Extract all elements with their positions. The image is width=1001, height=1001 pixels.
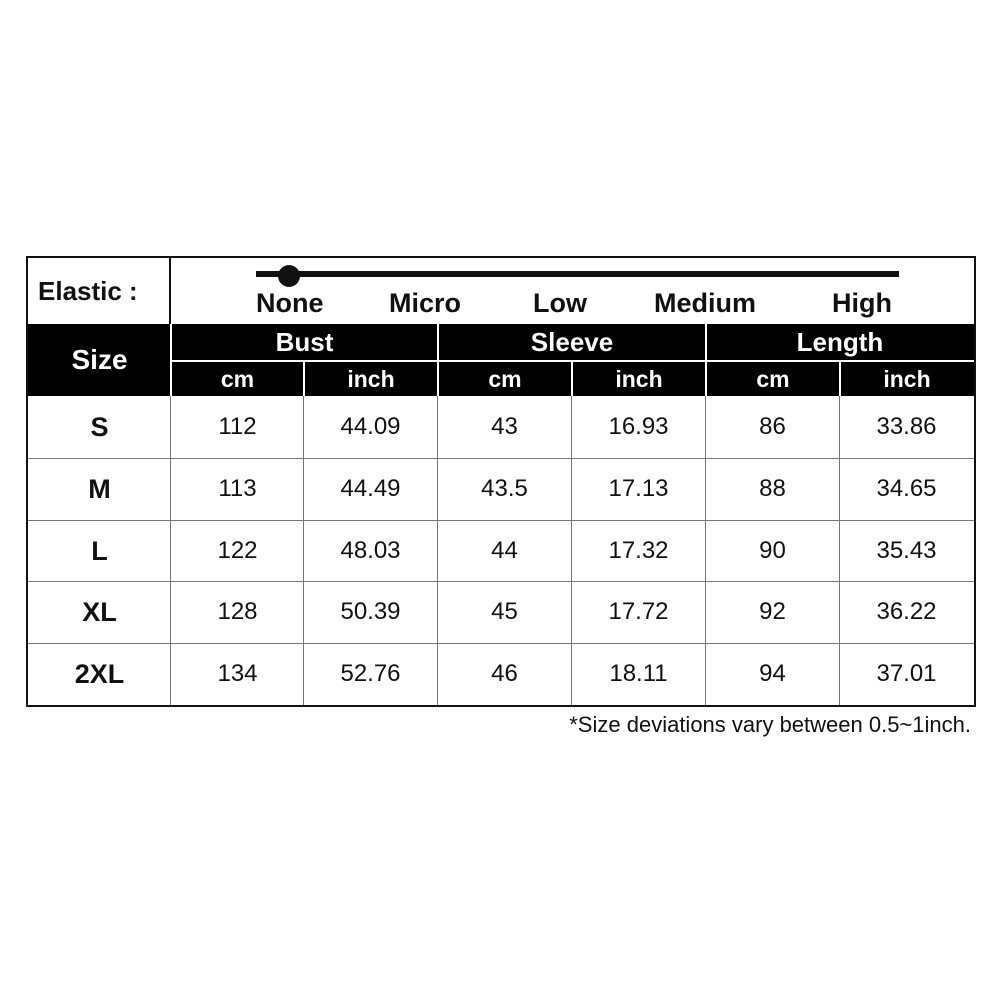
- table-cell: 122: [217, 537, 258, 564]
- table-cell: 48.03: [340, 537, 401, 564]
- table-cell: 128: [217, 598, 258, 625]
- table-cell: 33.86: [876, 413, 937, 440]
- unit-header: cm: [220, 366, 255, 392]
- table-cell: 92: [759, 598, 786, 625]
- table-cell: 43.5: [481, 475, 528, 502]
- elastic-level-high: High: [832, 288, 892, 318]
- table-cell: 52.76: [340, 660, 401, 687]
- table-cell: 18.11: [609, 660, 668, 687]
- unit-header: inch: [615, 366, 663, 392]
- table-cell: 86: [759, 413, 786, 440]
- table-cell: 43: [491, 413, 518, 440]
- table-cell: 44.49: [340, 475, 401, 502]
- length-header: Length: [796, 327, 884, 357]
- table-cell: 44.09: [340, 413, 401, 440]
- size-deviation-note: *Size deviations vary between 0.5~1inch.: [569, 712, 971, 737]
- elastic-level-none: None: [256, 288, 324, 318]
- unit-header: cm: [756, 366, 790, 392]
- elastic-row: [28, 258, 974, 326]
- size-label: XL: [82, 597, 117, 627]
- table-cell: 45: [491, 598, 518, 625]
- table-cell: 88: [759, 475, 786, 502]
- table-cell: 17.32: [608, 537, 669, 564]
- elasticity-marker-icon: [278, 265, 300, 287]
- table-cell: 90: [759, 537, 786, 564]
- table-header: [28, 324, 974, 396]
- elastic-label: Elastic :: [28, 258, 171, 324]
- divider: [839, 361, 841, 396]
- unit-header: inch: [883, 366, 931, 392]
- divider: [171, 360, 974, 362]
- elastic-level-medium: Medium: [654, 288, 757, 318]
- size-column-header: Size: [71, 344, 128, 375]
- size-label: 2XL: [74, 659, 125, 689]
- table-cell: 37.01: [876, 660, 937, 687]
- table-cell: 35.43: [876, 537, 937, 564]
- table-cell: 44: [491, 537, 518, 564]
- size-label: M: [88, 474, 111, 504]
- size-label: L: [91, 536, 108, 566]
- elastic-level-low: Low: [533, 288, 587, 318]
- divider: [571, 361, 573, 396]
- table-body: [28, 396, 974, 705]
- elasticity-scale-bar: [256, 271, 899, 277]
- table-cell: 34.65: [876, 475, 937, 502]
- table-cell: 36.22: [876, 598, 937, 625]
- elastic-level-micro: Micro: [389, 288, 462, 318]
- size-label: S: [90, 412, 109, 442]
- table-cell: 50.39: [340, 598, 401, 625]
- size-chart: [26, 256, 976, 707]
- table-cell: 113: [218, 475, 257, 502]
- bust-header: Bust: [275, 327, 334, 357]
- sleeve-header: Sleeve: [530, 327, 614, 357]
- table-cell: 94: [759, 660, 786, 687]
- unit-header: inch: [347, 366, 395, 392]
- unit-header: cm: [488, 366, 522, 392]
- table-cell: 17.13: [608, 475, 669, 502]
- table-cell: 46: [491, 660, 518, 687]
- table-cell: 112: [218, 413, 257, 440]
- table-cell: 17.72: [608, 598, 669, 625]
- divider: [303, 361, 305, 396]
- table-cell: 16.93: [608, 413, 669, 440]
- table-cell: 134: [217, 660, 258, 687]
